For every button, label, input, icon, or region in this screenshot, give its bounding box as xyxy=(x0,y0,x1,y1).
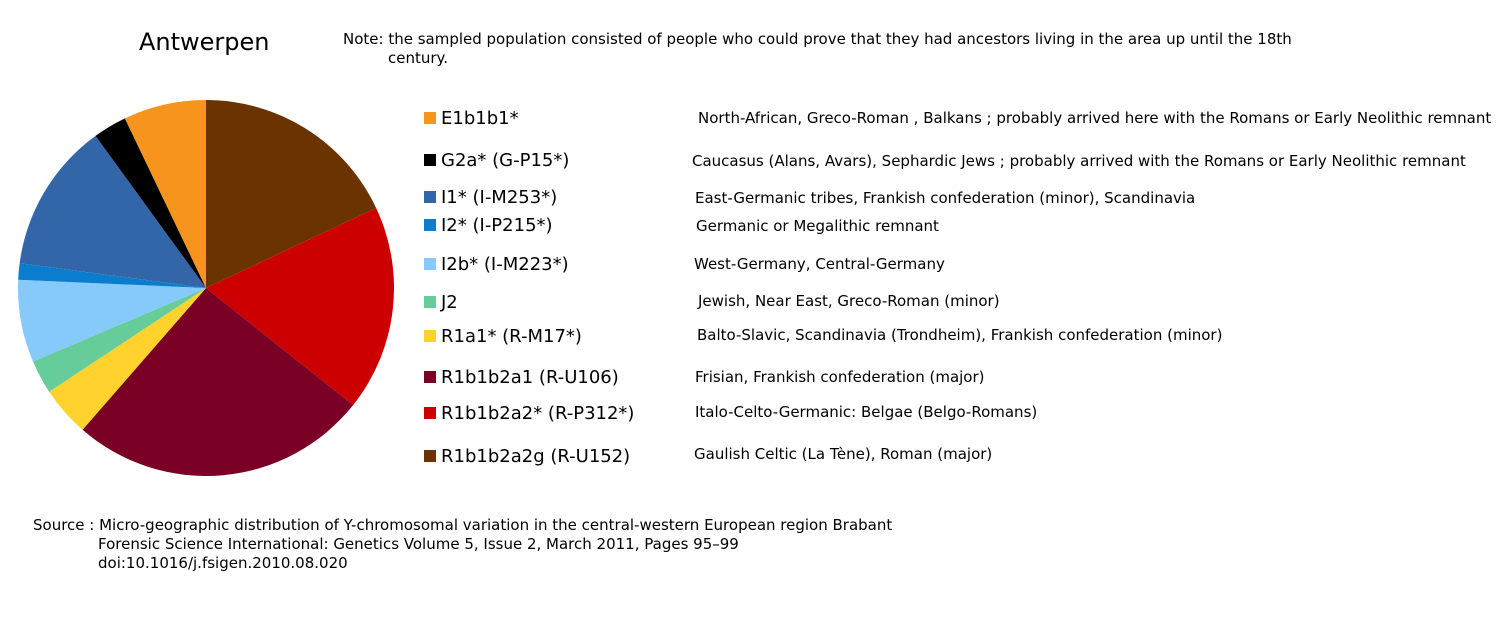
source-line-2: Forensic Science International: Genetics Volume 5, Issue 2, March 2011, Pages 95–99 xyxy=(98,535,739,553)
legend-item-0 xyxy=(424,106,519,130)
legend-label: I2* (I-P215*) xyxy=(441,214,553,236)
legend-label: R1a1* (R-M17*) xyxy=(441,325,582,347)
origin-description-2: East-Germanic tribes, Frankish confederation (minor), Scandinavia xyxy=(695,189,1196,207)
legend-label: I1* (I-M253*) xyxy=(441,186,558,208)
legend-item-4 xyxy=(424,252,569,276)
origin-description-6: Balto-Slavic, Scandinavia (Trondheim), Frankish confederation (minor) xyxy=(697,326,1223,344)
legend-item-6 xyxy=(424,324,582,348)
legend-label: E1b1b1* xyxy=(441,107,519,129)
origin-description-8: Italo-Celto-Germanic: Belgae (Belgo-Romans) xyxy=(695,403,1038,421)
legend-label: R1b1b2a1 (R-U106) xyxy=(441,366,619,388)
legend-item-3 xyxy=(424,213,553,237)
legend-swatch xyxy=(424,154,436,166)
legend-label: G2a* (G-P15*) xyxy=(441,149,570,171)
origin-description-9: Gaulish Celtic (La Tène), Roman (major) xyxy=(694,445,993,463)
legend-swatch xyxy=(424,371,436,383)
note-line-1: Note: the sampled population consisted of people who could prove that they had ancestors living in the area up until the 18th xyxy=(343,30,1292,48)
origin-description-3: Germanic or Megalithic remnant xyxy=(696,217,939,235)
legend-swatch xyxy=(424,450,436,462)
legend-swatch xyxy=(424,330,436,342)
origin-description-7: Frisian, Frankish confederation (major) xyxy=(695,368,985,386)
legend-label: J2 xyxy=(441,291,458,313)
legend-item-5 xyxy=(424,290,458,314)
legend-swatch xyxy=(424,191,436,203)
legend-label: I2b* (I-M223*) xyxy=(441,253,569,275)
legend-swatch xyxy=(424,219,436,231)
legend-label: R1b1b2a2g (R-U152) xyxy=(441,445,631,467)
legend-item-2 xyxy=(424,185,557,209)
pie-chart xyxy=(0,80,420,500)
legend-swatch xyxy=(424,112,436,124)
source-line-1: Source : Micro-geographic distribution of Y-chromosomal variation in the central-western European region Brabant xyxy=(33,516,893,534)
source-line-3: doi:10.1016/j.fsigen.2010.08.020 xyxy=(98,554,348,572)
legend-swatch xyxy=(424,407,436,419)
legend-swatch xyxy=(424,296,436,308)
legend-label: R1b1b2a2* (R-P312*) xyxy=(441,402,635,424)
legend-item-7 xyxy=(424,365,619,389)
origin-description-5: Jewish, Near East, Greco-Roman (minor) xyxy=(698,292,1000,310)
legend-item-1 xyxy=(424,148,569,172)
origin-description-1: Caucasus (Alans, Avars), Sephardic Jews ; probably arrived with the Romans or Early Neolithic remnant xyxy=(692,152,1466,170)
origin-description-0: North-African, Greco-Roman , Balkans ; probably arrived here with the Romans or Early Neolithic remnant xyxy=(698,109,1492,127)
legend-item-9 xyxy=(424,444,630,468)
legend-item-8 xyxy=(424,401,634,425)
note-line-2: century. xyxy=(388,49,449,67)
chart-title: Antwerpen xyxy=(139,28,270,56)
legend-swatch xyxy=(424,258,436,270)
origin-description-4: West-Germany, Central-Germany xyxy=(694,255,945,273)
